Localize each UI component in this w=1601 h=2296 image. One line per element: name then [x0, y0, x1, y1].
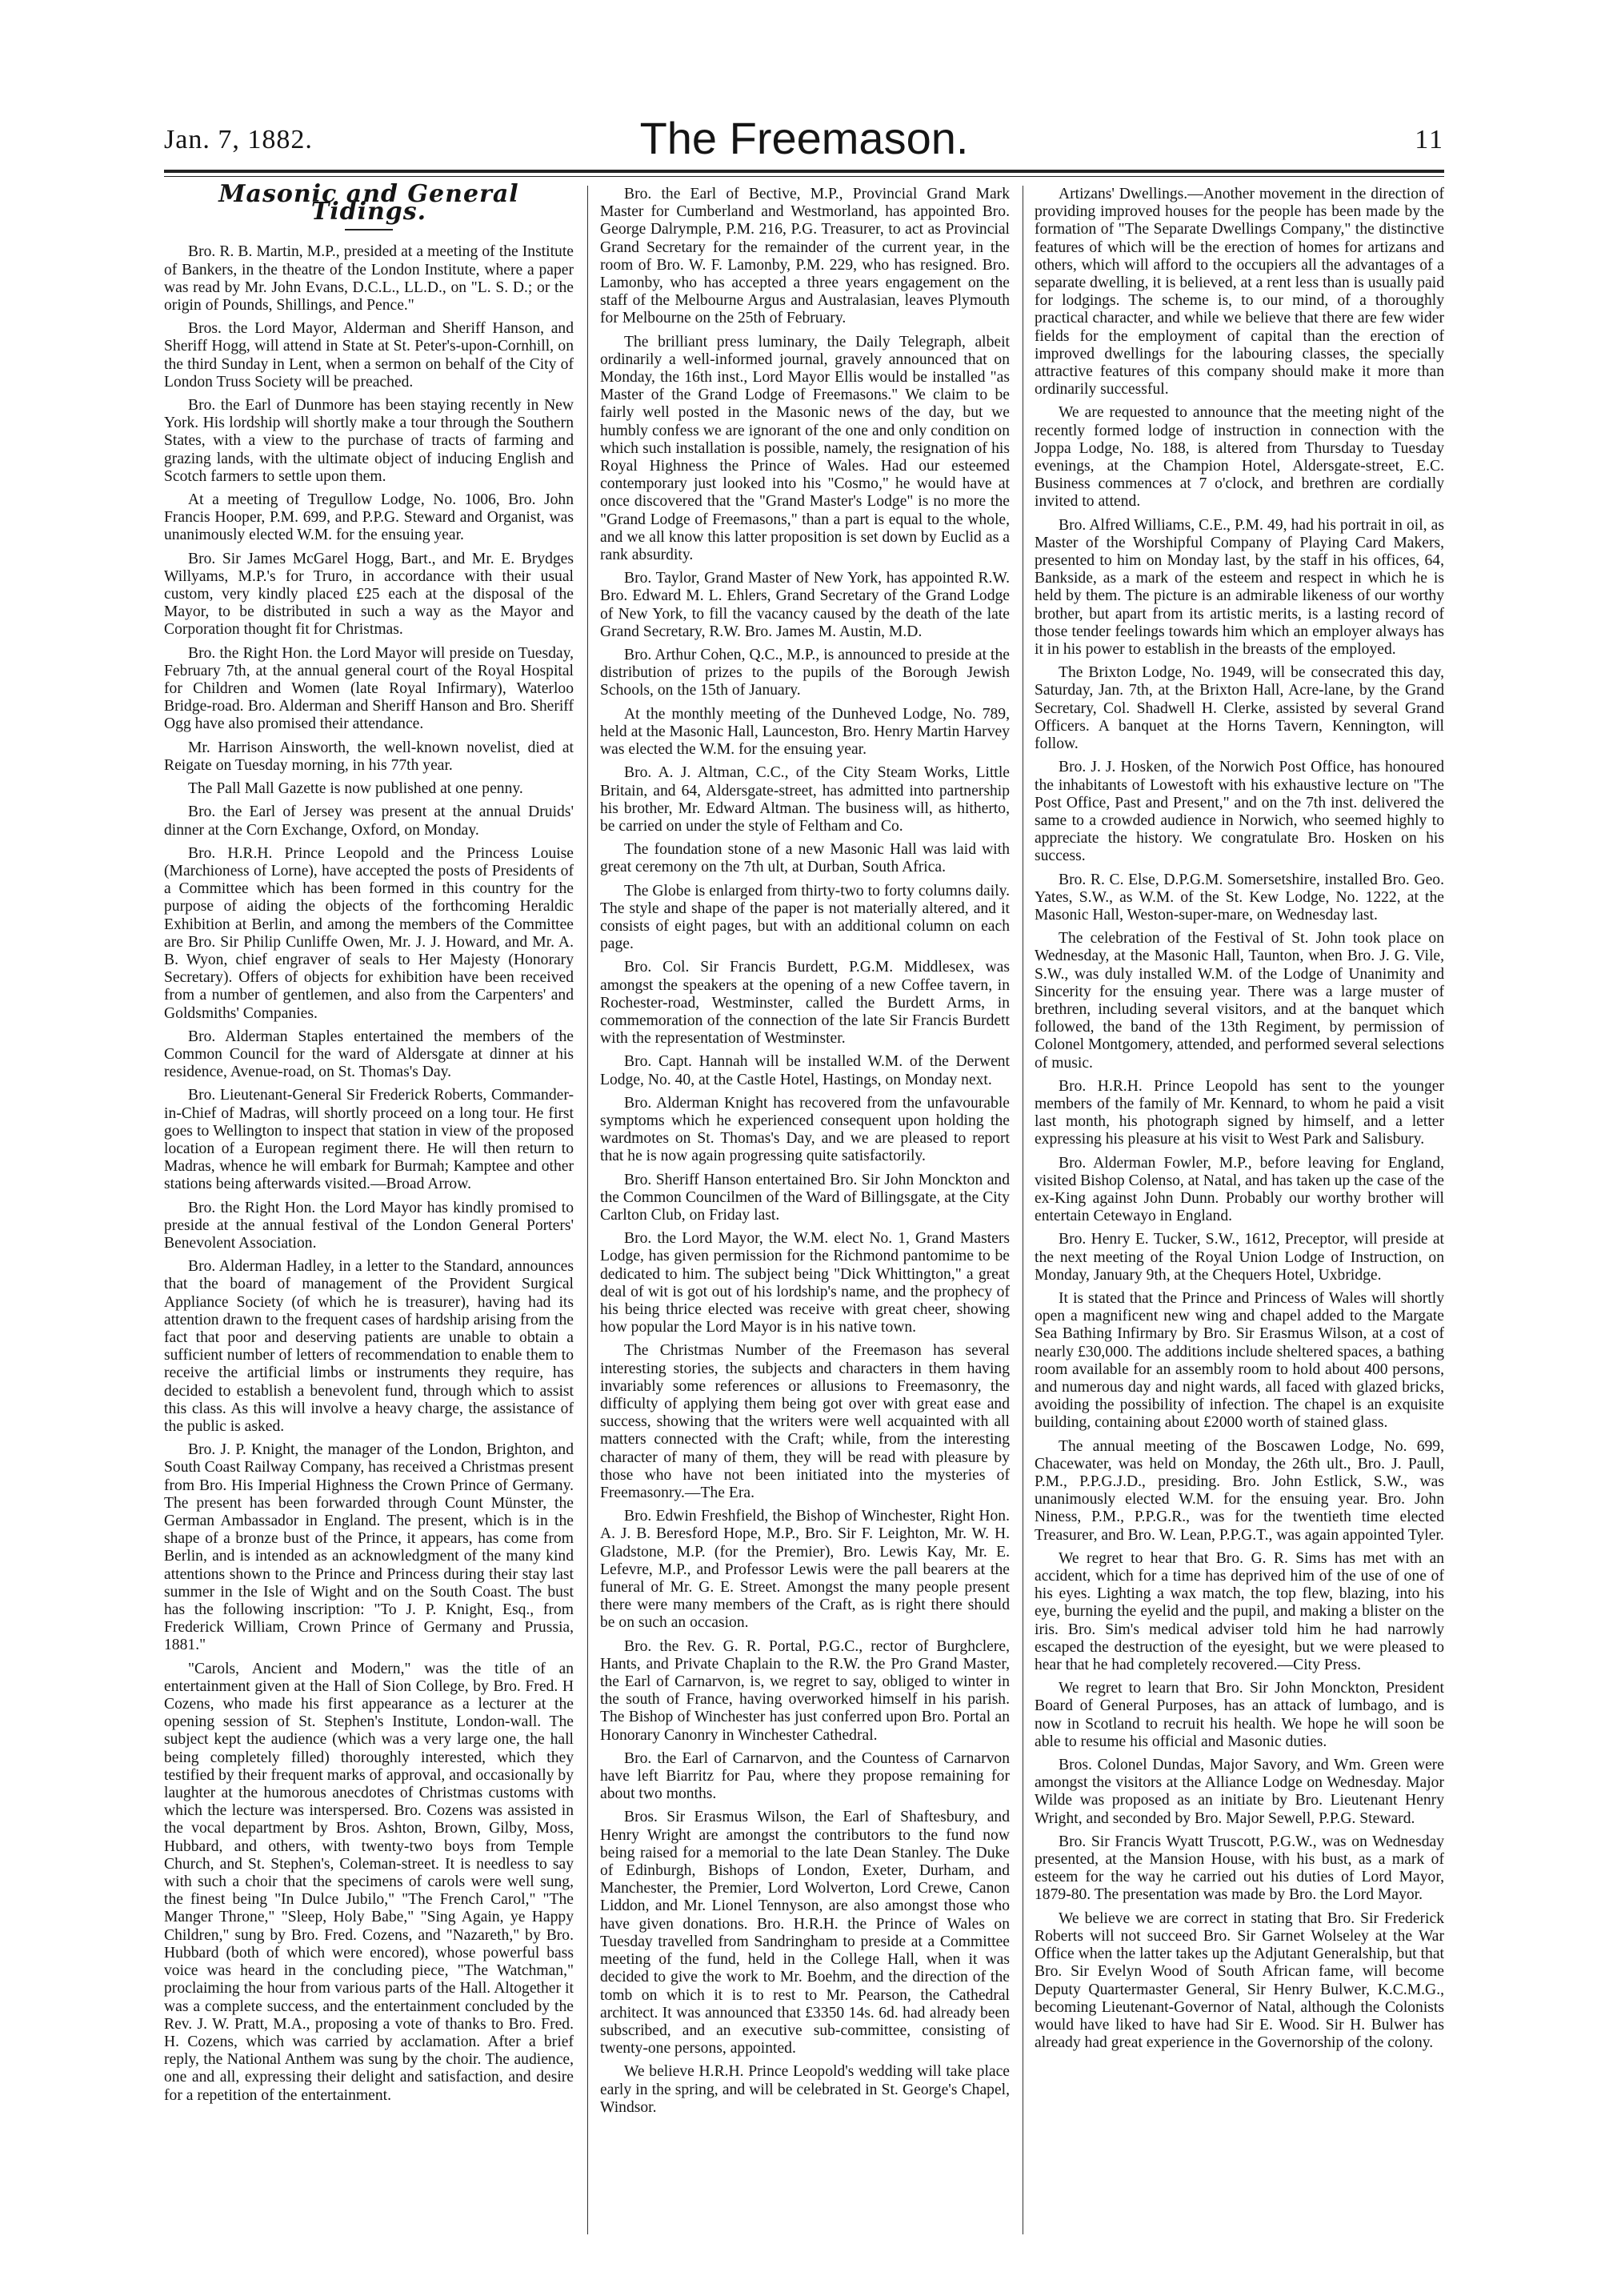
- news-item: Bro. Sheriff Hanson entertained Bro. Sir John Monckton and the Common Councilmen of the Ward of Billingsgate, at the City Carlton Club, on Friday last.: [600, 1171, 1010, 1224]
- news-item: At a meeting of Tregullow Lodge, No. 1006, Bro. John Francis Hooper, P.M. 699, and P.P.G. Steward and Organist, was unanimously elected W.M. for the ensuing year.: [164, 491, 574, 544]
- news-item: Bro. Taylor, Grand Master of New York, has appointed R.W. Bro. Edward M. L. Ehlers, Grand Secretary of the Grand Lodge of New York, to fill the vacancy caused by the death of the late Grand Secretary, R.W. Bro. James M. Austin, M.D.: [600, 570, 1010, 640]
- news-item: Bro. the Lord Mayor, the W.M. elect No. 1, Grand Masters Lodge, has given permission for the Richmond pantomime to be dedicated to him. The subject being "Dick Whittington," a great deal of wit is got out of his lordship's name, and the prophecy of his being thrice elected was receive with great cheer, showing how popular the Lord Mayor is in his native town.: [600, 1230, 1010, 1336]
- column-2: [600, 186, 1010, 2122]
- news-item: Bro. J. J. Hosken, of the Norwich Post Office, has honoured the inhabitants of Lowestoft with his exhaustive lecture on "The Post Office, Past and Present," and on the 7th inst. delivered the same to a crowded audience in Norwich, who seemed highly to appreciate the history. We congratulate Bro. Hosken on his success.: [1035, 759, 1444, 865]
- news-item: Bros. the Lord Mayor, Alderman and Sheriff Hanson, and Sheriff Hogg, will attend in State at St. Peter's-upon-Cornhill, on the third Sunday in Lent, when a sermon on behalf of the City of London Truss Society will be preached.: [164, 320, 574, 391]
- issue-date: Jan. 7, 1882.: [164, 125, 313, 154]
- news-item: Bro. Arthur Cohen, Q.C., M.P., is announced to preside at the distribution of prizes to the pupils of the Borough Jewish Schools, on the 15th of January.: [600, 647, 1010, 699]
- news-item: Bro. R. C. Else, D.P.G.M. Somersetshire, installed Bro. Geo. Yates, S.W., as W.M. of the St. Kew Lodge, No. 1222, at the Masonic Hall, Weston-super-mare, on Wednesday last.: [1035, 871, 1444, 924]
- news-item: Mr. Harrison Ainsworth, the well-known novelist, died at Reigate on Tuesday morning, in his 77th year.: [164, 739, 574, 774]
- section-title: Masonic and General Tidings.: [218, 180, 519, 226]
- news-item: Bro. R. B. Martin, M.P., presided at a meeting of the Institute of Bankers, in the theatre of the London Institute, where a paper was read by Mr. John Evans, D.C.L., LL.D., on "L. S. D.; or the origin of Pounds, Shillings, and Pence.": [164, 243, 574, 315]
- news-item: We are requested to announce that the meeting night of the recently formed lodge of instruction in connection with the Joppa Lodge, No. 188, is altered from Thursday to Tuesday evenings, at the Champion Hotel, Aldersgate-street, E.C. Business commences at 7 o'clock, and brethren are cordially invited to attend.: [1035, 404, 1444, 511]
- news-item: Bros. Colonel Dundas, Major Savory, and Wm. Green were amongst the visitors at the Alliance Lodge on Wednesday. Major Wilde was proposed as an initiate by Bro. Lieutenant Henry Wright, and seconded by Bro. Major Sewell, P.P.G. Steward.: [1035, 1757, 1444, 1827]
- news-item: Bros. Sir Erasmus Wilson, the Earl of Shaftesbury, and Henry Wright are amongst the contributors to the fund now being raised for a memorial to the late Dean Stanley. The Duke of Edinburgh, Bishops of London, Exeter, Durham, and Manchester, the Premier, Lord Wolverton, Lord Crewe, Canon Liddon, and Mr. Lionel Tennyson, are also amongst those who have given donations. Bro. H.R.H. the Prince of Wales on Tuesday travelled from Sandringham to preside at a Committee meeting of the fund, held in the College Hall, when it was decided to give the work to Mr. Boehm, and the direction of the tomb on which it is to rest to Mr. Pearson, the Cathedral architect. It was announced that £3350 14s. 6d. had already been subscribed, and an executive sub-committee, consisting of twenty-one persons, appointed.: [600, 1809, 1010, 2058]
- news-item: Bro. the Earl of Dunmore has been staying recently in New York. His lordship will shortly make a tour through the Southern States, with a view to the purchase of tracts of farming and grazing lands, with the ultimate object of inducing English and Scotch farmers to settle upon them.: [164, 397, 574, 485]
- masthead-title: The Freemason.: [639, 113, 969, 163]
- page-header: [164, 112, 1444, 168]
- news-item: The Pall Mall Gazette is now published at one penny.: [188, 780, 523, 798]
- header-rule-thin: [164, 176, 1444, 177]
- news-item: The foundation stone of a new Masonic Hall was laid with great ceremony on the 7th ult, at Durban, South Africa.: [600, 841, 1010, 876]
- news-item: Bro. H.R.H. Prince Leopold has sent to the younger members of the family of Mr. Kennard, to whom he paid a visit last month, his photograph signed by himself, and a letter expressing his pleasure at his visit to West Park and Salisbury.: [1035, 1077, 1444, 1148]
- news-item: Bro. H.R.H. Prince Leopold and the Princess Louise (Marchioness of Lorne), have accepted the posts of Presidents of a Committee which has been formed in this country for the purpose of aiding the objects of the forthcoming Heraldic Exhibition at Berlin, and among the members of the Committee are Bro. Sir Philip Cunliffe Owen, Mr. J. J. Howard, and Mr. A. B. Wyon, chief engraver of seals to Her Majesty (Honorary Secretary). Offers of objects for exhibition have been received from a number of gentlemen, and also from the Carpenters' and Goldsmiths' Companies.: [164, 844, 574, 1022]
- news-item: Bro. Alderman Knight has recovered from the unfavourable symptoms which he experienced consequent upon holding the wardmotes on St. Thomas's Day, and we are pleased to report that he is now again progressing quite satisfactorily.: [600, 1094, 1010, 1165]
- news-item: We believe we are correct in stating that Bro. Sir Frederick Roberts will not succeed Bro. Sir Garnet Wolseley at the War Office when the latter takes up the Adjutant Generalship, but that Bro. Sir Evelyn Wood of South African fame, will become Deputy Quartermaster General, Sir Henry Bulwer, K.C.M.G., becoming Lieutenant-Governor of Natal, although the Colonists would have liked to have had Sir E. Wood. Sir H. Bulwer has already had great experience in the Governorship of the colony.: [1035, 1909, 1444, 2052]
- column-2-articles: [600, 186, 1010, 2117]
- news-item: Bro. Capt. Hannah will be installed W.M. of the Derwent Lodge, No. 40, at the Castle Hotel, Hastings, on Monday next.: [600, 1053, 1010, 1088]
- news-item: At the monthly meeting of the Dunheved Lodge, No. 789, held at the Masonic Hall, Launceston, Bro. Henry Martin Harvey was elected the W.M. for the ensuing year.: [600, 705, 1010, 759]
- news-item: The brilliant press luminary, the Daily Telegraph, albeit ordinarily a well-informed journal, gravely announced that on Monday, the 16th inst., Lord Mayor Ellis would be installed "as Master of the Grand Lodge of Freemasons." We claim to be fairly well posted in the Masonic news of the day, but we humbly confess we are ignorant of the one and only condition on which such installation is possible, namely, the resignation of his Royal Highness the Prince of Wales. Had our esteemed contemporary just looked into his "Cosmo," he would have at once discovered that the "Grand Master's Lodge" is no more the "Grand Lodge of Freemasons," than a part is equal to the whole, and we all know this latter proposition is set down by Euclid as a rank absurdity.: [600, 333, 1010, 564]
- header-rule: [164, 170, 1444, 173]
- news-item: The annual meeting of the Boscawen Lodge, No. 699, Chacewater, was held on Monday, the 26th ult., Bro. J. Paull, P.M., P.P.G.J.D., presiding. Bro. John Estlick, S.W., was unanimously elected W.M. for the ensuing year. Bro. John Niness, P.M., P.P.G.R., was for the twentieth time elected Treasurer, and Bro. W. Lean, P.P.G.T., was again appointed Tyler.: [1035, 1437, 1444, 1544]
- column-divider: [587, 186, 588, 2234]
- news-item: It is stated that the Prince and Princess of Wales will shortly open a magnificent new wing and chapel added to the Margate Sea Bathing Infirmary by Bro. Sir Erasmus Wilson, at a cost of nearly £30,000. The additions include sheltered spaces, a bathing room available for an assembly room to hold about 400 persons, and numerous day and night wards, all faced with glazed bricks, avoiding the possibility of infection. The chapel is an exquisite building, containing about £2000 worth of stained glass.: [1035, 1289, 1444, 1432]
- news-item: Bro. A. J. Altman, C.C., of the City Steam Works, Little Britain, and 64, Aldersgate-street, has admitted into partnership his brother, Mr. Edward Altman. The business will, as hitherto, be carried on under the style of Feltham and Co.: [600, 764, 1010, 835]
- news-item: We regret to hear that Bro. G. R. Sims has met with an accident, which for a time has deprived him of the use of one of his eyes. Lighting a wax match, the top flew, blazing, into his eye, burning the eyelid and the pupil, and making a blister on the iris. Bro. Sim's medical adviser told him he had narrowly escaped the destruction of the eyesight, but we were pleased to hear that he had completely recovered.—City Press.: [1035, 1549, 1444, 1674]
- news-item: Bro. the Earl of Carnarvon, and the Countess of Carnarvon have left Biarritz for Pau, where they propose remaining for about two months.: [600, 1749, 1010, 1803]
- column-3: [1035, 186, 1444, 2058]
- news-item: Bro. Edwin Freshfield, the Bishop of Winchester, Right Hon. A. J. B. Beresford Hope, M.P., Bro. Sir F. Leighton, Mr. W. H. Gladstone, M.P. (for the Premier), Bro. Lewis Kay, Mr. E. Lefevre, M.P., and Professor Lewis were the pall bearers at the funeral of Mr. G. E. Street. Amongst the many people present there were many members of the Craft, as is right there should be on such an occasion.: [600, 1508, 1010, 1632]
- news-item: Bro. Alderman Staples entertained the members of the Common Council for the ward of Aldersgate at dinner at his residence, Avenue-road, on St. Thomas's Day.: [164, 1028, 574, 1081]
- news-item: We regret to learn that Bro. Sir John Monckton, President Board of General Purposes, has an attack of lumbago, and is now in Scotland to recruit his health. We hope he will soon be able to resume his official and Masonic duties.: [1035, 1680, 1444, 1750]
- news-item: Bro. the Earl of Bective, M.P., Provincial Grand Mark Master for Cumberland and Westmorland, has appointed Bro. George Dalrymple, P.M. 216, P.G. Treasurer, to act as Provincial Grand Secretary for the remainder of the current year, in the room of Bro. W. F. Lamonby, P.M. 229, who has resigned. Bro. Lamonby, who has accepted a three years engagement on the staff of the Melbourne Argus and Australasian, leaves Plymouth for Melbourne on the 25th of February.: [600, 186, 1010, 327]
- news-item: Bro. the Right Hon. the Lord Mayor will preside on Tuesday, February 7th, at the annual general court of the Royal Hospital for Children and Women (late Royal Infirmary), Waterloo Bridge-road. Bro. Alderman and Sheriff Hanson and Bro. Sheriff Ogg have also promised their attendance.: [164, 644, 574, 733]
- news-item: "Carols, Ancient and Modern," was the title of an entertainment given at the Hall of Sion College, by Bro. Fred. H Cozens, who made his first appearance as a lecturer at the opening session of St. Stephen's Institute, London-wall. The subject kept the audience (which was a very large one, the hall being completely filled) thoroughly interested, which they testified by their frequent marks of approval, and occasionally by laughter at the humorous anecdotes of Christmas customs with which the lecture was interspersed. Bro. Cozens was assisted in the vocal department by Bros. Ashton, Brown, Gilby, Moss, Hubbard, and others, with twenty-two boys from Temple Church, and St. Stephen's, Coleman-street. It is needless to say with such a choir that the specimens of carols were well sung, the finest being "In Dulce Jubilo," "The French Carol," "The Manger Throne," "Sleep, Holy Babe," "Sing Again, ye Happy Children," sung by Bro. Fred. Cozens, and "Nazareth," by Bro. Hubbard (both of which were encored), whose powerful bass voice was heard in the concluding piece, "The Watchman," proclaiming the hour from various parts of the Hall. Altogether it was a complete success, and the entertainment concluded by the Rev. J. W. Pratt, M.A., proposing a vote of thanks to Bro. Fred. H. Cozens, which was carried by acclamation. After a brief reply, the National Anthem was sung by the choir. The audience, one and all, expressing their delight and satisfaction, and desire for a repetition of the entertainment.: [164, 1660, 574, 2104]
- news-item: Bro. Col. Sir Francis Burdett, P.G.M. Middlesex, was amongst the speakers at the opening of a new Coffee tavern, in Rochester-road, Westminster, called the Burdett Arms, in commemoration of the connection of the late Sir Francis Burdett with the representation of Westminster.: [600, 959, 1010, 1048]
- news-item: Bro. Alfred Williams, C.E., P.M. 49, had his portrait in oil, as Master of the Worshipful Company of Playing Card Makers, presented to him on Monday last, by the staff in his offices, 64, Bankside, as a mark of the esteem and respect in which he is held by them. The picture is an admirable likeness of our worthy brother, but apart from its artistic merits, is a lasting record of those tender feelings towards him which an employer always has it in his power to establish in the breasts of the employed.: [1035, 516, 1444, 659]
- news-item: Bro. Lieutenant-General Sir Frederick Roberts, Commander-in-Chief of Madras, will shortly proceed on a long tour. He first goes to Wellington to inspect that station in view of the proposed location of a European regiment there. He will then return to Madras, whence he will embark for Burmah; Kamptee and other stations being afterwards visited.—Broad Arrow.: [164, 1087, 574, 1193]
- news-item: We believe H.R.H. Prince Leopold's wedding will take place early in the spring, and will be celebrated in St. George's Chapel, Windsor.: [600, 2063, 1010, 2116]
- news-item: Bro. Sir James McGarel Hogg, Bart., and Mr. E. Brydges Willyams, M.P.'s for Truro, in accordance with their usual custom, very kindly placed £25 each at the disposal of the Mayor, to be distributed in such a way as the Mayor and Corporation thought fit for Christmas.: [164, 550, 574, 639]
- column-3-articles: [1035, 186, 1444, 2052]
- news-item: The celebration of the Festival of St. John took place on Wednesday, at the Masonic Hall, Taunton, when Bro. J. G. Vile, S.W., was duly installed W.M. of the Lodge of Unanimity and Sincerity for the ensuing year. There was a large muster of brethren, including several visitors, and at the banquet which followed, the band of the 13th Regiment, by permission of Colonel Montgomery, attended, and performed several selections of music.: [1035, 930, 1444, 1072]
- news-item: The Christmas Number of the Freemason has several interesting stories, the subjects and characters in them having invariably some references or allusions to Freemasonry, the difficulty of applying them being got over with great ease and success, showing that the writers were well acquainted with all matters connected with the Craft; while, from the interesting character of many of them, they will be read with pleasure by those who have not been initiated into the mysteries of Freemasonry.—The Era.: [600, 1342, 1010, 1502]
- news-item: The Brixton Lodge, No. 1949, will be consecrated this day, Saturday, Jan. 7th, at the Brixton Hall, Acre-lane, by the Grand Secretary, Col. Shadwell H. Clerke, assisted by several Grand Officers. A banquet at the Horns Tavern, Kennington, will follow.: [1035, 664, 1444, 753]
- news-item: Bro. the Right Hon. the Lord Mayor has kindly promised to preside at the annual festival of the London General Porters' Benevolent Association.: [164, 1199, 574, 1252]
- page-number: 11: [1415, 125, 1444, 154]
- news-item: The Globe is enlarged from thirty-two to forty columns daily. The style and shape of the paper is not materially altered, and it consists of eight pages, but with an additional column on each page.: [600, 882, 1010, 953]
- news-item: Bro. the Earl of Jersey was present at the annual Druids' dinner at the Corn Exchange, Oxford, on Monday.: [164, 803, 574, 839]
- section-title-rule: [345, 229, 393, 230]
- news-item: Bro. Henry E. Tucker, S.W., 1612, Preceptor, will preside at the next meeting of the Royal Union Lodge of Instruction, on Monday, January 9th, at the Chequers Hotel, Uxbridge.: [1035, 1231, 1444, 1284]
- news-item: Bro. Sir Francis Wyatt Truscott, P.G.W., was on Wednesday presented, at the Mansion House, with his bust, as a mark of esteem for the way he carried out his duties of Lord Mayor, 1879-80. The presentation was made by Bro. the Lord Mayor.: [1035, 1833, 1444, 1904]
- news-item: Artizans' Dwellings.—Another movement in the direction of providing improved houses for the people has been made by the formation of "The Separate Dwellings Company," the distinctive features of which will be the erection of homes for artizans and others, which will afford to the occupiers all the advantages of a separate dwelling, it is believed, at a rent less than is usually paid for lodgings. The scheme is, to our mind, of a thoroughly practical character, and while we believe that there are few wider fields for the employment of capital than the erection of improved dwellings for the labouring classes, the specially attractive features of this company should make it more than ordinarily successful.: [1035, 186, 1444, 399]
- news-item: Bro. Alderman Hadley, in a letter to the Standard, announces that the board of management of the Provident Surgical Appliance Society (of which he is treasurer), having had its attention drawn to the frequent cases of hardship arising from the fact that poor and deserving patients are unable to obtain a sufficient number of letters of recommendation to enable them to receive the artificial limbs or instruments they require, has decided to establish a benevolent fund, through which to assist this class. As this will involve a heavy charge, the assistance of the public is asked.: [164, 1258, 574, 1435]
- column-1-articles: [164, 243, 574, 2104]
- news-item: Bro. J. P. Knight, the manager of the London, Brighton, and South Coast Railway Company, has received a Christmas present from Bro. His Imperial Highness the Crown Prince of Germany. The present has been forwarded through Count Münster, the German Ambassador in England. The present, which is in the shape of a bronze bust of the Prince, it appears, has come from Berlin, and is intended as an acknowledgment of the many kind attentions shown to the Prince and Princess during their stay last summer in the Isle of Wight and on the South Coast. The bust has the following inscription: "To J. P. Knight, Esq., from Frederick William, Crown Prince of Germany and Prussia, 1881.": [164, 1441, 574, 1654]
- news-item: Bro. Alderman Fowler, M.P., before leaving for England, visited Bishop Colenso, at Natal, and has taken up the case of the ex-King against John Dunn. Probably our worthy brother will entertain Cetewayo in England.: [1035, 1154, 1444, 1225]
- column-1: [164, 180, 574, 2110]
- news-item: Bro. the Rev. G. R. Portal, P.G.C., rector of Burghclere, Hants, and Private Chaplain to the R.W. the Pro Grand Master, the Earl of Carnarvon, is, we regret to say, obliged to winter in the south of France, having overworked himself in his parish. The Bishop of Winchester has just conferred upon Bro. Portal an Honorary Canonry in Winchester Cathedral.: [600, 1637, 1010, 1744]
